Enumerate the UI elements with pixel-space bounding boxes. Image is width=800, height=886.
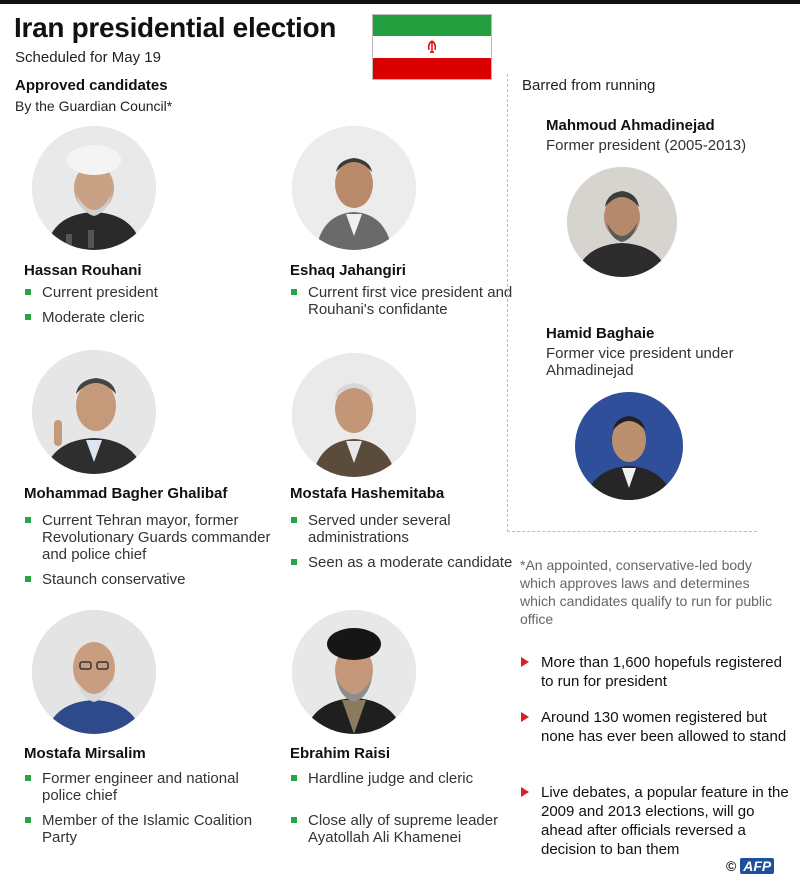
candidate-point: Moderate cleric: [24, 309, 272, 326]
footnote: *An appointed, conservative-led body which approves laws and determines which candidates qualify to run for public office: [520, 557, 773, 627]
afp-credit: [726, 858, 774, 874]
iran-flag-icon: [372, 14, 492, 80]
barred-name: Mahmoud Ahmadinejad: [546, 117, 715, 134]
barred-photo-ahmadinejad: [567, 167, 677, 277]
barred-photo-baghaie: [575, 392, 683, 500]
candidate-point: Served under several administrations: [290, 512, 518, 546]
candidate-photo-jahangiri: [292, 126, 416, 250]
candidate-name: Eshaq Jahangiri: [290, 262, 406, 279]
copyright-symbol: ©: [726, 858, 737, 874]
page-title: Iran presidential election: [14, 12, 337, 43]
fact-item: More than 1,600 hopefuls registered to run for president: [541, 653, 791, 691]
candidate-name: Mostafa Hashemitaba: [290, 485, 445, 502]
candidate-photo-hashemitaba: [292, 353, 416, 477]
afp-logo-icon: AFP: [740, 858, 774, 874]
candidate-point: Member of the Islamic Coalition Party: [24, 812, 272, 846]
candidate-photo-raisi: [292, 610, 416, 734]
candidate-point: Former engineer and national police chief: [24, 770, 272, 804]
candidate-name: Hassan Rouhani: [24, 262, 142, 279]
candidate-photo-mirsalim: [32, 610, 156, 734]
candidate-point: Staunch conservative: [24, 571, 272, 588]
approved-subheading: By the Guardian Council*: [15, 98, 173, 114]
fact-item: Live debates, a popular feature in the 2009 and 2013 elections, will go ahead after officials reversed a decision to ban them: [541, 783, 791, 859]
barred-desc: Former vice president under Ahmadinejad: [546, 345, 734, 379]
candidate-photo-rouhani: [32, 126, 156, 250]
candidate-point: Current Tehran mayor, former Revolutionary Guards commander and police chief: [24, 512, 272, 563]
barred-heading: Barred from running: [522, 77, 656, 94]
candidate-point: Close ally of supreme leader Ayatollah Ali Khamenei: [290, 812, 518, 846]
barred-divider-vertical: [507, 74, 508, 532]
top-rule: [0, 0, 800, 4]
approved-heading: Approved candidates: [15, 77, 168, 94]
candidate-name: Mohammad Bagher Ghalibaf: [24, 485, 228, 502]
barred-divider-horizontal: [507, 531, 757, 532]
page-subtitle: Scheduled for May 19: [15, 49, 161, 66]
candidate-point: Current president: [24, 284, 272, 301]
candidate-point: Current first vice president and Rouhani's confidante: [290, 284, 518, 318]
candidate-name: Mostafa Mirsalim: [24, 745, 146, 762]
barred-desc: Former president (2005-2013): [546, 137, 747, 154]
candidate-photo-ghalibaf: [32, 350, 156, 474]
candidate-point: Hardline judge and cleric: [290, 770, 518, 787]
flag-emblem-icon: [426, 40, 438, 54]
fact-item: Around 130 women registered but none has ever been allowed to stand: [541, 708, 791, 746]
candidate-point: Seen as a moderate candidate: [290, 554, 518, 571]
barred-name: Hamid Baghaie: [546, 325, 655, 342]
candidate-name: Ebrahim Raisi: [290, 745, 391, 762]
